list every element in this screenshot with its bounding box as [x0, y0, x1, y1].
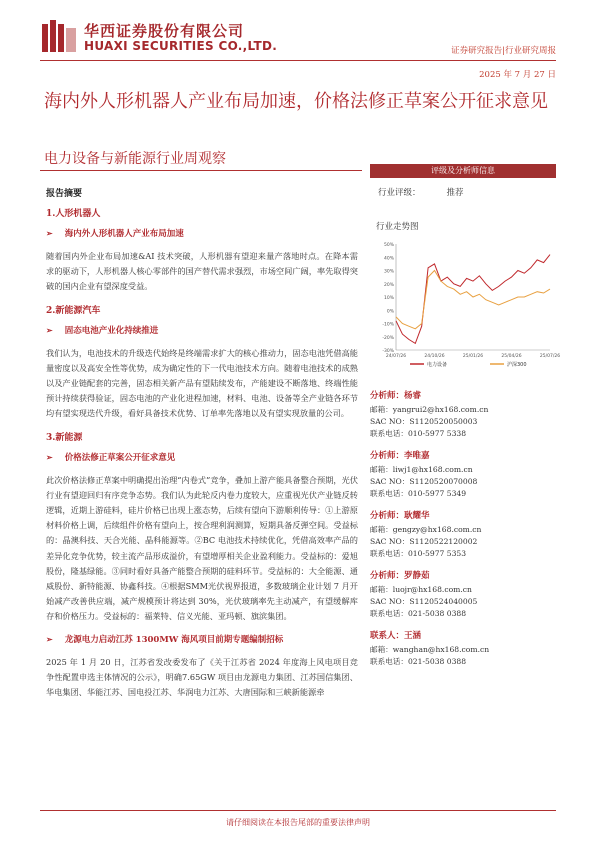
analyst-sac: SAC NO：S1120520070008 — [370, 477, 478, 486]
analyst-sac: SAC NO：S1120520050003 — [370, 417, 478, 426]
analyst-email: 邮箱：liwj1@hx168.com.cn — [370, 465, 473, 474]
paragraph: 2025 年 1 月 20 日，江苏省发改委发布了《关于江苏省 2024 年度海上风电项目竞争性配置申选主体情况的公示》，明确7.65GW 项目由龙源电力集团、江苏国信集团、华电集团、华能江苏、国电投江苏、华润电力江苏、大唐国际和三峡新能源牵 — [46, 656, 358, 698]
x-tick-label: 25/04/26 — [501, 354, 522, 359]
y-tick-label: 30% — [383, 269, 394, 275]
subsection-title: 龙源电力启动江苏 1300MW 海风项目前期专题编制招标 — [64, 634, 284, 645]
rating-value: 推荐 — [446, 188, 464, 198]
y-tick-label: -20% — [382, 335, 394, 341]
analyst-phone: 联系电话：021-5038 0388 — [370, 609, 467, 618]
analyst-list — [370, 390, 556, 668]
analyst-card — [370, 630, 556, 668]
legend-label: 电力设备 — [427, 362, 448, 368]
analyst-phone: 联系电话：010-5977 5338 — [370, 429, 467, 438]
section-heading: 3.新能源 — [46, 432, 83, 443]
y-tick-label: 20% — [383, 282, 394, 288]
analyst-phone: 联系电话：010-5977 5353 — [370, 549, 467, 558]
logo-english-name: HUAXI SECURITIES CO.,LTD. — [84, 39, 278, 53]
huaxi-logo-icon — [40, 18, 78, 56]
y-tick-label: -10% — [382, 322, 394, 328]
analyst-name: 分析师：李唯嘉 — [370, 451, 430, 461]
report-date: 2025 年 7 月 27 日 — [479, 70, 556, 80]
arrow-bullet-icon: ➢ — [46, 451, 53, 462]
paragraph: 我们认为，电池技术的升级迭代始终是终端需求扩大的核心推动力，固态电池凭借高能量密度以及高安全性等优势，成为确定性的下一代电池技术方向。随着电池技术的成熟以及产业链配套的完善，固态相关新产品有望陆续发布，产能建设不断落地、终端性能预计持续获得验证，固态电池的产业化进程加速，材料、电池、设备等全产业链各环节均有望实现迭代升级，看好具备技术优势、订单率先落地以及有望实现放量的公司。 — [46, 347, 358, 419]
trend-chart — [370, 220, 561, 380]
x-tick-label: 25/01/26 — [462, 354, 484, 359]
arrow-bullet-icon: ➢ — [46, 324, 53, 335]
main-title: 海内外人形机器人产业布局加速，价格法修正草案公开征求意见 — [44, 91, 548, 112]
analyst-name: 联系人：王涵 — [370, 631, 422, 641]
analyst-phone: 联系电话：021-5038 0388 — [370, 657, 467, 666]
subsection-heading — [46, 324, 358, 336]
analyst-card — [370, 510, 556, 560]
paragraph: 此次价格法修正草案中明确提出治理“内卷式”竞争，叠加上游产能具备整合预期，光伏行业有望迎回归有序竞争态势。我们认为此轮反内卷力度较大，应重视光伏产业链反转逻辑，近期上游硅料，硅片价格已出现上涨态势，后续有望向下游顺利传导：①上游原材料价格上调，后续组件价格有望向上，按合理利润测算，短期具备反弹空间。受益标的：晶澳科技、天合光能、晶科能源等。②BC 电池技术持续优化，凭借高效率产品的差异化竞争优势，较主流产品形成溢价，有望增厚相关企业盈利能力。受益标的：爱旭股份，隆基绿能。③同时看好具备产能整合预期的硅料环节。受益标的：大全能源、通威股份、新特能源、协鑫科技。④根据SMM光伏视界报道，多数玻璃企业计划 7 月开始减产改善供应端，减产规模预计将达到 30%，光伏玻璃率先主动减产，有望缓解库存和价格压力。受益标的：福莱特、信义光能、亚玛顿、旗滨集团。 — [46, 474, 358, 622]
analyst-card — [370, 570, 556, 620]
analyst-name: 分析师：杨睿 — [370, 391, 422, 401]
analyst-name: 分析师：耿耀华 — [370, 511, 430, 521]
company-logo — [40, 18, 300, 58]
analyst-sac: SAC NO：S1120522120002 — [370, 537, 478, 546]
paragraph: 随着国内外企业布局加速&AI 技术突破，人形机器有望迎来量产落地时点。在降本需求的驱动下，人形机器人核心零部件的国产替代需求强烈，市场空间广阔，率先取得突破的国内企业有望深度受益。 — [46, 251, 358, 292]
y-tick-label: 10% — [383, 296, 394, 301]
series-line-1 — [396, 271, 550, 329]
sidebar-header: 评级及分析师信息 — [370, 164, 556, 178]
subsection-heading — [46, 633, 358, 645]
report-type: 证券研究报告|行业研究周报 — [451, 46, 556, 56]
logo-chinese-name: 华西证券股份有限公司 — [84, 22, 245, 40]
analyst-email: 邮箱：wanghan@hx168.com.cn — [370, 645, 490, 654]
footer-divider — [40, 810, 556, 811]
analyst-phone: 联系电话：010-5977 5349 — [370, 489, 467, 498]
x-tick-label: 25/07/26 — [539, 354, 561, 359]
chart-title: 行业走势图 — [376, 222, 419, 232]
y-tick-label: 40% — [383, 256, 394, 262]
section-heading: 1.人形机器人 — [46, 209, 101, 219]
analyst-card — [370, 390, 556, 440]
summary-label: 报告摘要 — [46, 189, 83, 199]
report-summary — [46, 186, 358, 708]
analyst-email: 邮箱：gengzy@hx168.com.cn — [370, 525, 482, 534]
sidebar — [370, 182, 561, 668]
subsection-heading — [46, 451, 358, 463]
analyst-name: 分析师：罗静茹 — [370, 571, 430, 581]
y-tick-label: -30% — [382, 349, 394, 354]
analyst-email: 邮箱：yangrui2@hx168.com.cn — [370, 405, 489, 414]
y-tick-label: 0% — [386, 309, 394, 315]
subsection-heading — [46, 227, 358, 239]
title-divider — [40, 170, 362, 171]
y-tick-label: 50% — [383, 243, 394, 248]
sub-title: 电力设备与新能源行业周观察 — [44, 151, 226, 167]
series-line-0 — [396, 255, 550, 344]
legend-label: 沪深300 — [507, 362, 527, 368]
arrow-bullet-icon: ➢ — [46, 228, 53, 238]
footer-disclaimer: 请仔细阅读在本报告尾部的重要法律声明 — [226, 818, 370, 827]
subsection-title: 海内外人形机器人产业布局加速 — [64, 229, 184, 239]
section-heading: 2.新能源汽车 — [46, 305, 101, 316]
subsection-title: 价格法修正草案公开征求意见 — [64, 452, 176, 463]
rating-label: 行业评级： — [378, 188, 421, 198]
analyst-sac: SAC NO：S1120524040005 — [370, 597, 478, 606]
x-tick-label: 24/07/26 — [385, 354, 407, 359]
analyst-email: 邮箱：luojr@hx168.com.cn — [370, 585, 472, 594]
industry-rating — [370, 182, 556, 202]
arrow-bullet-icon: ➢ — [46, 633, 53, 644]
subsection-title: 固态电池产业化持续推进 — [64, 325, 159, 336]
top-divider — [40, 60, 556, 61]
trend-chart-svg — [370, 238, 561, 378]
x-tick-label: 24/10/26 — [424, 354, 445, 359]
analyst-card — [370, 450, 556, 500]
